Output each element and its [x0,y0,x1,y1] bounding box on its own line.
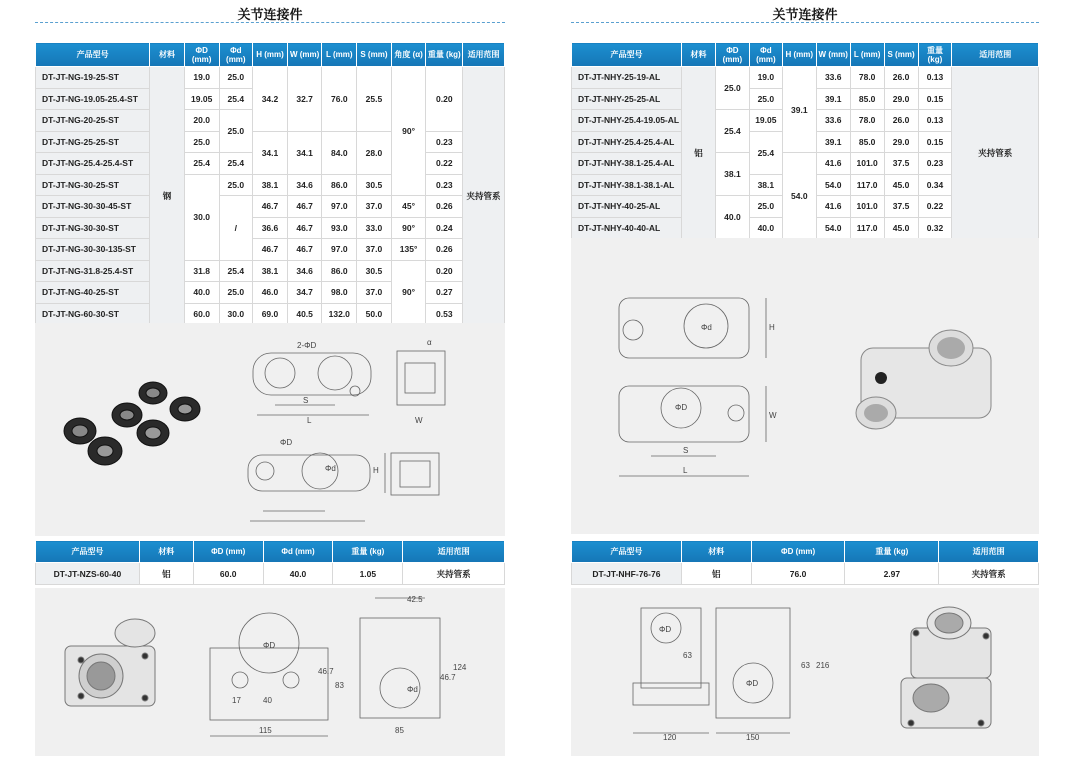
material-cell: 铝 [682,67,716,239]
ng-label-phid: Φd [325,464,336,473]
W-cell: 34.1 [287,131,322,174]
model-cell: DT-JT-NHY-40-40-AL [572,217,682,239]
d-cell: 30.0 [219,303,253,325]
D-cell: 25.0 [184,131,219,153]
header-scope: 适用范围 [403,541,505,563]
model-cell: DT-JT-NG-30-30-45-ST [36,196,150,218]
L-cell: 98.0 [322,282,357,304]
L-cell: 97.0 [322,239,357,261]
model-cell: DT-JT-NHF-76-76 [572,563,682,585]
D-cell: 20.0 [184,110,219,132]
W-cell: 41.6 [816,196,850,218]
nhy-product-figure [571,238,1039,534]
S-cell: 29.0 [884,131,918,153]
header-weight: 重量 (kg) [918,43,952,67]
L-cell: 117.0 [850,174,884,196]
H-cell: 38.1 [253,260,288,282]
model-cell: DT-JT-NG-20-25-ST [36,110,150,132]
S-cell: 33.0 [357,217,392,239]
weight-cell: 0.24 [426,217,463,239]
H-cell: 69.0 [253,303,288,325]
d-cell: 25.4 [749,131,782,174]
D-cell: 60.0 [184,303,219,325]
ng-drawing [35,323,505,536]
W-cell: 46.7 [287,239,322,261]
model-cell: DT-JT-NG-25-25-ST [36,131,150,153]
weight-cell: 0.34 [918,174,952,196]
header-D: ΦD (mm) [184,43,219,67]
D-cell: 25.4 [184,153,219,175]
H-cell: 34.2 [253,67,288,132]
nzs-dim-85: 85 [395,726,404,735]
nhf-dim-120: 120 [663,733,677,742]
L-cell: 132.0 [322,303,357,325]
header-W: W (mm) [287,43,322,67]
nhf-photo [901,607,991,728]
nhy-photo [856,330,991,429]
W-cell: 54.0 [816,217,850,239]
header-scope: 适用范围 [463,43,505,67]
d-cell: 25.0 [749,196,782,218]
header-S: S (mm) [357,43,392,67]
d-cell: 25.0 [219,110,253,153]
d-cell: 40.0 [263,563,333,585]
model-cell: DT-JT-NG-30-30-135-ST [36,239,150,261]
page-title-left: 关节连接件 [237,7,303,22]
L-cell: 78.0 [850,67,884,89]
L-cell: 85.0 [850,88,884,110]
H-cell: 46.7 [253,239,288,261]
S-cell: 37.0 [357,239,392,261]
header-scope: 适用范围 [939,541,1039,563]
nhf-dim-216: 216 [816,661,830,670]
header-D: ΦD (mm) [715,43,749,67]
nhf-dim-63: 63 [683,651,692,660]
ng-label-L: L [307,416,312,425]
nhy-label-S: S [683,446,689,455]
W-cell: 40.5 [287,303,322,325]
W-cell: 46.7 [287,217,322,239]
weight-cell: 0.23 [426,174,463,196]
W-cell: 34.7 [287,282,322,304]
d-cell: 19.05 [749,110,782,132]
nzs-spec-table [35,540,505,585]
header-H: H (mm) [253,43,288,67]
weight-cell: 0.32 [918,217,952,239]
W-cell: 39.1 [816,131,850,153]
D-cell: 25.4 [715,110,749,153]
weight-cell: 0.53 [426,303,463,325]
nhy-label-phiD: ΦD [675,403,688,412]
ng-spec-table [35,42,505,325]
model-cell: DT-JT-NG-25.4-25.4-ST [36,153,150,175]
L-cell: 78.0 [850,110,884,132]
model-cell: DT-JT-NG-40-25-ST [36,282,150,304]
S-cell: 37.5 [884,153,918,175]
weight-cell: 0.27 [426,282,463,304]
title-rule-left [35,22,505,23]
angle-cell: 45° [391,196,426,218]
nhy-label-W: W [769,411,777,420]
header-scope: 适用范围 [952,43,1039,67]
header-material: 材料 [150,43,185,67]
angle-cell: 135° [391,239,426,261]
S-cell: 37.5 [884,196,918,218]
S-cell: 37.0 [357,196,392,218]
header-model: 产品型号 [36,541,140,563]
W-cell: 32.7 [287,67,322,132]
S-cell: 45.0 [884,174,918,196]
D-cell: 40.0 [184,282,219,304]
nhy-label-L: L [683,466,688,475]
nzs-dim-83: 83 [335,681,344,690]
weight-cell: 1.05 [333,563,403,585]
scope-cell: 夹持管系 [952,67,1039,239]
model-cell: DT-JT-NHY-25-19-AL [572,67,682,89]
L-cell: 97.0 [322,196,357,218]
weight-cell: 0.15 [918,131,952,153]
weight-cell: 0.22 [426,153,463,175]
D-cell: 60.0 [193,563,263,585]
nzs-dim-115: 115 [259,726,272,735]
W-cell: 46.7 [287,196,322,218]
weight-cell: 0.20 [426,67,463,132]
header-L: L (mm) [322,43,357,67]
S-cell: 30.5 [357,260,392,282]
weight-cell: 2.97 [845,563,939,585]
ng-label-2phiD: 2-ΦD [297,341,317,350]
weight-cell: 0.13 [918,110,952,132]
nhy-spec-table [571,42,1039,239]
d-cell: 19.0 [749,67,782,89]
scope-cell: 夹持管系 [939,563,1039,585]
weight-cell: 0.15 [918,88,952,110]
d-cell: 25.0 [749,88,782,110]
weight-cell: 0.26 [426,239,463,261]
D-cell: 38.1 [715,153,749,196]
weight-cell: 0.22 [918,196,952,218]
H-cell: 34.1 [253,131,288,174]
W-cell: 54.0 [816,174,850,196]
header-weight: 重量 (kg) [845,541,939,563]
header-d: Φd (mm) [263,541,333,563]
S-cell: 26.0 [884,110,918,132]
d-cell: / [219,196,253,261]
ng-label-phiD: ΦD [280,438,293,447]
model-cell: DT-JT-NG-30-30-ST [36,217,150,239]
H-cell: 38.1 [253,174,288,196]
H-cell: 39.1 [782,67,816,153]
header-weight: 重量 (kg) [333,541,403,563]
weight-cell: 0.23 [918,153,952,175]
material-cell: 铝 [681,563,751,585]
L-cell: 101.0 [850,153,884,175]
nhf-dim-phiD: ΦD [659,625,672,634]
material-cell: 铝 [139,563,193,585]
nhf-drawing [571,588,1039,756]
D-cell: 19.0 [184,67,219,89]
model-cell: DT-JT-NG-19-25-ST [36,67,150,89]
header-S: S (mm) [884,43,918,67]
material-cell: 钢 [150,67,185,325]
header-L: L (mm) [850,43,884,67]
model-cell: DT-JT-NHY-38.1-38.1-AL [572,174,682,196]
header-model: 产品型号 [572,43,682,67]
ng-label-S: S [303,396,309,405]
nzs-photo [65,619,155,706]
header-W: W (mm) [816,43,850,67]
nhf-dim-150: 150 [746,733,760,742]
D-cell: 30.0 [184,174,219,260]
header-d: Φd (mm) [749,43,782,67]
S-cell: 37.0 [357,282,392,304]
W-cell: 33.6 [816,67,850,89]
title-rule-right [571,22,1039,23]
nzs-dim-425: 42.5 [407,595,423,604]
nhy-label-phid: Φd [701,323,712,332]
H-cell: 36.6 [253,217,288,239]
L-cell: 86.0 [322,174,357,196]
header-d: Φd (mm) [219,43,253,67]
H-cell: 46.7 [253,196,288,218]
nzs-dim-124: 124 [453,663,467,672]
nzs-dim-phiD: ΦD [263,641,276,650]
nzs-dim-40: 40 [263,696,272,705]
S-cell: 50.0 [357,303,392,325]
D-cell: 76.0 [751,563,845,585]
page-title-right: 关节连接件 [772,7,838,22]
header-material: 材料 [681,541,751,563]
ng-product-figure [35,323,505,536]
nhy-label-H: H [769,323,775,332]
S-cell: 25.5 [357,67,392,132]
nzs-dim-17: 17 [232,696,241,705]
d-cell: 25.4 [219,260,253,282]
L-cell: 85.0 [850,131,884,153]
nzs-dim-467: 46.7 [318,667,334,676]
header-angle: 角度 (α) [391,43,426,67]
model-cell: DT-JT-NHY-38.1-25.4-AL [572,153,682,175]
S-cell: 28.0 [357,131,392,174]
nhf-spec-table [571,540,1039,585]
model-cell: DT-JT-NHY-25.4-25.4-AL [572,131,682,153]
W-cell: 39.1 [816,88,850,110]
d-cell: 38.1 [749,174,782,196]
L-cell: 86.0 [322,260,357,282]
ng-label-H: H [373,466,379,475]
scope-cell: 夹持管系 [463,67,505,325]
header-model: 产品型号 [36,43,150,67]
W-cell: 41.6 [816,153,850,175]
D-cell: 19.05 [184,88,219,110]
W-cell: 34.6 [287,174,322,196]
L-cell: 93.0 [322,217,357,239]
header-D: ΦD (mm) [193,541,263,563]
header-D: ΦD (mm) [751,541,845,563]
angle-cell: 90° [391,260,426,325]
angle-cell: 90° [391,67,426,196]
S-cell: 26.0 [884,67,918,89]
H-cell: 46.0 [253,282,288,304]
model-cell: DT-JT-NG-19.05-25.4-ST [36,88,150,110]
scope-cell: 夹持管系 [403,563,505,585]
W-cell: 33.6 [816,110,850,132]
nzs-dim-467b: 46.7 [440,673,456,682]
nhf-product-figure [571,588,1039,756]
nhf-dim-63b: 63 [801,661,810,670]
d-cell: 25.0 [219,67,253,89]
model-cell: DT-JT-NHY-25-25-AL [572,88,682,110]
angle-cell: 90° [391,217,426,239]
D-cell: 31.8 [184,260,219,282]
d-cell: 25.0 [219,174,253,196]
D-cell: 25.0 [715,67,749,110]
d-cell: 25.4 [219,88,253,110]
d-cell: 40.0 [749,217,782,239]
nhf-dim-phiD2: ΦD [746,679,759,688]
header-model: 产品型号 [572,541,682,563]
model-cell: DT-JT-NZS-60-40 [36,563,140,585]
header-H: H (mm) [782,43,816,67]
weight-cell: 0.20 [426,260,463,282]
L-cell: 117.0 [850,217,884,239]
nzs-drawing [35,588,505,756]
d-cell: 25.0 [219,282,253,304]
S-cell: 30.5 [357,174,392,196]
ng-photo [64,382,200,465]
L-cell: 76.0 [322,67,357,132]
ng-label-alpha: α [427,338,432,347]
S-cell: 29.0 [884,88,918,110]
header-material: 材料 [139,541,193,563]
d-cell: 25.4 [219,153,253,175]
model-cell: DT-JT-NHY-40-25-AL [572,196,682,218]
header-weight: 重量 (kg) [426,43,463,67]
weight-cell: 0.26 [426,196,463,218]
model-cell: DT-JT-NHY-25.4-19.05-AL [572,110,682,132]
nzs-product-figure [35,588,505,756]
header-material: 材料 [682,43,716,67]
L-cell: 101.0 [850,196,884,218]
model-cell: DT-JT-NG-60-30-ST [36,303,150,325]
L-cell: 84.0 [322,131,357,174]
S-cell: 45.0 [884,217,918,239]
H-cell: 54.0 [782,153,816,239]
weight-cell: 0.23 [426,131,463,153]
model-cell: DT-JT-NG-31.8-25.4-ST [36,260,150,282]
weight-cell: 0.13 [918,67,952,89]
model-cell: DT-JT-NG-30-25-ST [36,174,150,196]
D-cell: 40.0 [715,196,749,239]
nzs-dim-phid: Φd [407,685,418,694]
ng-label-W: W [415,416,423,425]
W-cell: 34.6 [287,260,322,282]
nhy-drawing [571,238,1039,534]
